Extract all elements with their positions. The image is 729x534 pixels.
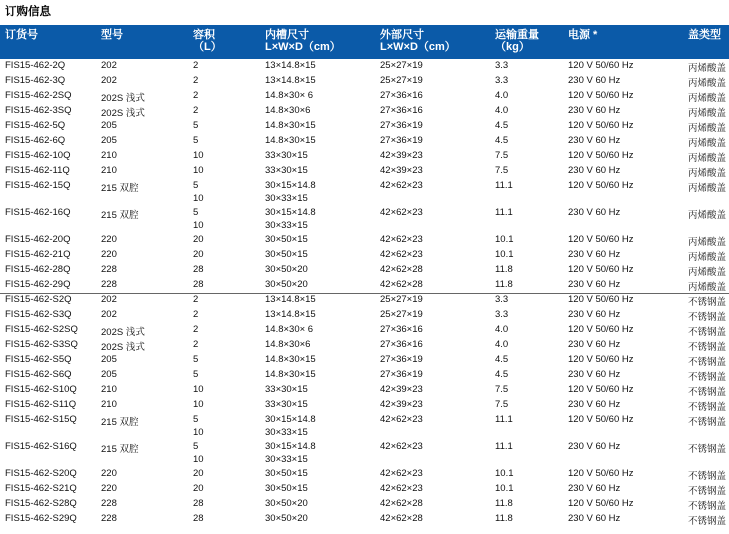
- power-cell: 120 V 50/60 Hz: [568, 234, 634, 245]
- table-row: [0, 309, 729, 324]
- power-cell: 230 V 60 Hz: [568, 207, 621, 218]
- model-cell: 210: [101, 384, 117, 395]
- power-cell: 230 V 60 Hz: [568, 309, 621, 320]
- shipping-weight-cell: 11.1: [495, 207, 513, 218]
- outer-dimensions-cell: 42×62×28: [380, 264, 423, 275]
- capacity-cell: 28: [193, 513, 204, 524]
- shipping-weight-cell: 4.5: [495, 354, 509, 365]
- lid-type-cell: 丙烯酸盖: [688, 108, 727, 119]
- order-number-cell: FIS15-462-S11Q: [5, 399, 77, 410]
- capacity-cell: 20: [193, 483, 204, 494]
- outer-dimensions-cell: 27×36×19: [380, 369, 423, 380]
- order-number-cell: FIS15-462-3Q: [5, 75, 66, 86]
- order-number-cell: FIS15-462-3SQ: [5, 105, 72, 116]
- power-cell: 120 V 50/60 Hz: [568, 264, 634, 275]
- power-cell: 230 V 60 Hz: [568, 513, 621, 524]
- shipping-weight-cell: 11.1: [495, 180, 513, 191]
- lid-type-cell: 不锈钢盖: [688, 486, 727, 497]
- model-cell: 220: [101, 483, 117, 494]
- order-number-cell: FIS15-462-2SQ: [5, 90, 72, 101]
- lid-type-cell: 丙烯酸盖: [688, 252, 727, 263]
- table-row: [0, 498, 729, 513]
- model-cell: 202S 浅式: [101, 93, 145, 104]
- model-cell: 210: [101, 165, 117, 176]
- inner-dimensions-cell: 33×30×15: [265, 384, 308, 395]
- lid-type-cell: 丙烯酸盖: [688, 93, 727, 104]
- outer-dimensions-cell: 27×36×19: [380, 354, 423, 365]
- shipping-weight-cell: 3.3: [495, 60, 509, 71]
- outer-dimensions-cell: 42×62×23: [380, 249, 423, 260]
- power-cell: 120 V 50/60 Hz: [568, 150, 634, 161]
- capacity-cell: 5 10: [193, 414, 204, 438]
- capacity-cell: 2: [193, 294, 199, 305]
- capacity-cell: 5: [193, 369, 199, 380]
- power-cell: 120 V 50/60 Hz: [568, 468, 634, 479]
- lid-type-cell: 不锈钢盖: [688, 357, 727, 368]
- shipping-weight-cell: 3.3: [495, 294, 509, 305]
- lid-type-cell: 不锈钢盖: [688, 444, 727, 455]
- order-number-cell: FIS15-462-S28Q: [5, 498, 77, 509]
- table-row: [0, 264, 729, 279]
- order-number-cell: FIS15-462-11Q: [5, 165, 70, 176]
- table-row: [0, 369, 729, 384]
- order-number-cell: FIS15-462-S29Q: [5, 513, 77, 524]
- inner-dimensions-cell: 14.8×30×6: [265, 105, 311, 116]
- table-row: [0, 75, 729, 90]
- outer-dimensions-cell: 42×62×23: [380, 468, 423, 479]
- table-row: [0, 279, 729, 294]
- capacity-cell: 2: [193, 105, 199, 116]
- shipping-weight-cell: 10.1: [495, 468, 514, 479]
- model-cell: 205: [101, 354, 117, 365]
- table-row: [0, 339, 729, 354]
- lid-type-cell: 丙烯酸盖: [688, 237, 727, 248]
- inner-dimensions-cell: 30×15×14.8 30×33×15: [265, 414, 316, 438]
- outer-dimensions-cell: 27×36×16: [380, 339, 423, 350]
- model-cell: 205: [101, 135, 117, 146]
- inner-dimensions-cell: 30×50×15: [265, 483, 308, 494]
- model-cell: 220: [101, 249, 117, 260]
- inner-dimensions-cell: 30×50×15: [265, 234, 308, 245]
- capacity-cell: 10: [193, 384, 204, 395]
- header-inner-dimensions: 内槽尺寸 L×W×D（cm）: [265, 29, 341, 53]
- capacity-cell: 10: [193, 399, 204, 410]
- order-number-cell: FIS15-462-15Q: [5, 180, 71, 191]
- outer-dimensions-cell: 42×39×23: [380, 399, 423, 410]
- table-row: [0, 105, 729, 120]
- shipping-weight-cell: 11.1: [495, 441, 513, 452]
- power-cell: 230 V 60 Hz: [568, 369, 621, 380]
- order-number-cell: FIS15-462-6Q: [5, 135, 66, 146]
- capacity-cell: 2: [193, 90, 199, 101]
- capacity-cell: 20: [193, 249, 204, 260]
- order-number-cell: FIS15-462-10Q: [5, 150, 71, 161]
- shipping-weight-cell: 11.8: [495, 264, 513, 275]
- outer-dimensions-cell: 42×62×23: [380, 483, 423, 494]
- outer-dimensions-cell: 42×62×23: [380, 234, 423, 245]
- model-cell: 202: [101, 294, 117, 305]
- order-number-cell: FIS15-462-16Q: [5, 207, 71, 218]
- inner-dimensions-cell: 13×14.8×15: [265, 60, 316, 71]
- inner-dimensions-cell: 14.8×30×15: [265, 120, 316, 131]
- outer-dimensions-cell: 25×27×19: [380, 294, 423, 305]
- power-cell: 230 V 60 Hz: [568, 135, 621, 146]
- order-number-cell: FIS15-462-29Q: [5, 279, 71, 290]
- model-cell: 215 双腔: [101, 210, 139, 221]
- table-row: [0, 90, 729, 105]
- lid-type-cell: 丙烯酸盖: [688, 63, 727, 74]
- outer-dimensions-cell: 27×36×19: [380, 135, 423, 146]
- inner-dimensions-cell: 30×50×20: [265, 264, 308, 275]
- capacity-cell: 10: [193, 165, 204, 176]
- model-cell: 228: [101, 264, 117, 275]
- shipping-weight-cell: 4.0: [495, 324, 509, 335]
- power-cell: 120 V 50/60 Hz: [568, 498, 634, 509]
- order-number-cell: FIS15-462-2Q: [5, 60, 66, 71]
- table-row: [0, 135, 729, 150]
- inner-dimensions-cell: 14.8×30×15: [265, 354, 316, 365]
- capacity-cell: 28: [193, 264, 204, 275]
- order-number-cell: FIS15-462-S3SQ: [5, 339, 78, 350]
- header-power: 电源 *: [568, 29, 598, 41]
- capacity-cell: 28: [193, 498, 204, 509]
- outer-dimensions-cell: 27×36×19: [380, 120, 423, 131]
- outer-dimensions-cell: 25×27×19: [380, 60, 423, 71]
- model-cell: 220: [101, 234, 117, 245]
- lid-type-cell: 丙烯酸盖: [688, 282, 727, 293]
- table-row: [0, 60, 729, 75]
- inner-dimensions-cell: 14.8×30×15: [265, 369, 316, 380]
- power-cell: 120 V 50/60 Hz: [568, 60, 634, 71]
- order-number-cell: FIS15-462-21Q: [5, 249, 71, 260]
- inner-dimensions-cell: 14.8×30×15: [265, 135, 316, 146]
- power-cell: 120 V 50/60 Hz: [568, 324, 634, 335]
- power-cell: 120 V 50/60 Hz: [568, 384, 634, 395]
- table-header: [0, 25, 729, 59]
- lid-type-cell: 丙烯酸盖: [688, 168, 727, 179]
- order-number-cell: FIS15-462-S20Q: [5, 468, 77, 479]
- table-row: [0, 165, 729, 180]
- lid-type-cell: 不锈钢盖: [688, 342, 727, 353]
- order-number-cell: FIS15-462-S10Q: [5, 384, 77, 395]
- lid-type-cell: 丙烯酸盖: [688, 183, 727, 194]
- table-row: [0, 513, 729, 528]
- shipping-weight-cell: 3.3: [495, 75, 509, 86]
- shipping-weight-cell: 4.0: [495, 90, 509, 101]
- model-cell: 202: [101, 60, 117, 71]
- lid-type-cell: 不锈钢盖: [688, 417, 727, 428]
- order-number-cell: FIS15-462-S6Q: [5, 369, 72, 380]
- table-row: [0, 354, 729, 369]
- header-model: 型号: [101, 29, 123, 41]
- power-cell: 120 V 50/60 Hz: [568, 354, 634, 365]
- header-shipping-weight: 运输重量 （kg）: [495, 29, 539, 53]
- capacity-cell: 2: [193, 60, 199, 71]
- capacity-cell: 20: [193, 234, 204, 245]
- model-cell: 210: [101, 150, 117, 161]
- shipping-weight-cell: 4.0: [495, 339, 509, 350]
- lid-type-cell: 不锈钢盖: [688, 471, 727, 482]
- lid-type-cell: 丙烯酸盖: [688, 78, 727, 89]
- power-cell: 230 V 60 Hz: [568, 165, 621, 176]
- power-cell: 120 V 50/60 Hz: [568, 414, 634, 425]
- power-cell: 230 V 60 Hz: [568, 339, 621, 350]
- outer-dimensions-cell: 25×27×19: [380, 75, 423, 86]
- table-row: [0, 483, 729, 498]
- capacity-cell: 5: [193, 135, 199, 146]
- model-cell: 205: [101, 120, 117, 131]
- inner-dimensions-cell: 30×15×14.8 30×33×15: [265, 180, 316, 204]
- order-number-cell: FIS15-462-5Q: [5, 120, 66, 131]
- model-cell: 202: [101, 309, 117, 320]
- shipping-weight-cell: 4.5: [495, 120, 509, 131]
- inner-dimensions-cell: 30×50×20: [265, 498, 308, 509]
- power-cell: 230 V 60 Hz: [568, 105, 621, 116]
- inner-dimensions-cell: 14.8×30× 6: [265, 324, 314, 335]
- order-number-cell: FIS15-462-28Q: [5, 264, 71, 275]
- outer-dimensions-cell: 42×62×28: [380, 513, 423, 524]
- shipping-weight-cell: 10.1: [495, 249, 514, 260]
- outer-dimensions-cell: 42×62×23: [380, 414, 423, 425]
- lid-type-cell: 丙烯酸盖: [688, 267, 727, 278]
- table-row: [0, 384, 729, 399]
- outer-dimensions-cell: 42×39×23: [380, 150, 423, 161]
- model-cell: 205: [101, 369, 117, 380]
- model-cell: 220: [101, 468, 117, 479]
- lid-type-cell: 不锈钢盖: [688, 312, 727, 323]
- power-cell: 230 V 60 Hz: [568, 399, 621, 410]
- shipping-weight-cell: 7.5: [495, 165, 509, 176]
- capacity-cell: 2: [193, 324, 199, 335]
- power-cell: 230 V 60 Hz: [568, 249, 621, 260]
- order-number-cell: FIS15-462-S16Q: [5, 441, 77, 452]
- outer-dimensions-cell: 42×62×23: [380, 441, 423, 452]
- lid-type-cell: 丙烯酸盖: [688, 210, 727, 221]
- shipping-weight-cell: 7.5: [495, 399, 509, 410]
- shipping-weight-cell: 11.8: [495, 279, 513, 290]
- capacity-cell: 5 10: [193, 441, 204, 465]
- outer-dimensions-cell: 42×62×28: [380, 279, 423, 290]
- model-cell: 202S 浅式: [101, 327, 145, 338]
- model-cell: 215 双腔: [101, 444, 139, 455]
- model-cell: 202S 浅式: [101, 342, 145, 353]
- order-number-cell: FIS15-462-S2Q: [5, 294, 72, 305]
- header-lid-type: 盖类型: [688, 29, 721, 41]
- outer-dimensions-cell: 42×62×23: [380, 207, 423, 218]
- capacity-cell: 20: [193, 468, 204, 479]
- inner-dimensions-cell: 30×15×14.8 30×33×15: [265, 207, 316, 231]
- power-cell: 120 V 50/60 Hz: [568, 120, 634, 131]
- header-outer-dimensions: 外部尺寸 L×W×D（cm）: [380, 29, 456, 53]
- capacity-cell: 5: [193, 120, 199, 131]
- power-cell: 120 V 50/60 Hz: [568, 90, 634, 101]
- power-cell: 120 V 50/60 Hz: [568, 294, 634, 305]
- table-row: [0, 414, 729, 441]
- model-cell: 210: [101, 399, 117, 410]
- lid-type-cell: 丙烯酸盖: [688, 153, 727, 164]
- lid-type-cell: 丙烯酸盖: [688, 123, 727, 134]
- capacity-cell: 5 10: [193, 180, 204, 204]
- outer-dimensions-cell: 42×39×23: [380, 384, 423, 395]
- shipping-weight-cell: 10.1: [495, 483, 514, 494]
- outer-dimensions-cell: 42×62×28: [380, 498, 423, 509]
- inner-dimensions-cell: 30×15×14.8 30×33×15: [265, 441, 316, 465]
- table-row: [0, 294, 729, 309]
- model-cell: 228: [101, 279, 117, 290]
- order-number-cell: FIS15-462-S3Q: [5, 309, 72, 320]
- header-capacity: 容积 （L）: [193, 29, 222, 53]
- power-cell: 230 V 60 Hz: [568, 279, 621, 290]
- lid-type-cell: 不锈钢盖: [688, 516, 727, 527]
- inner-dimensions-cell: 33×30×15: [265, 399, 308, 410]
- power-cell: 230 V 60 Hz: [568, 483, 621, 494]
- page-title: 订购信息: [5, 6, 51, 18]
- outer-dimensions-cell: 25×27×19: [380, 309, 423, 320]
- table-row: [0, 468, 729, 483]
- outer-dimensions-cell: 27×36×16: [380, 105, 423, 116]
- lid-type-cell: 不锈钢盖: [688, 402, 727, 413]
- table-row: [0, 324, 729, 339]
- shipping-weight-cell: 10.1: [495, 234, 514, 245]
- table-row: [0, 441, 729, 468]
- order-number-cell: FIS15-462-S15Q: [5, 414, 77, 425]
- table-row: [0, 234, 729, 249]
- table-row: [0, 249, 729, 264]
- inner-dimensions-cell: 30×50×20: [265, 279, 308, 290]
- inner-dimensions-cell: 30×50×15: [265, 249, 308, 260]
- shipping-weight-cell: 11.1: [495, 414, 513, 425]
- outer-dimensions-cell: 27×36×16: [380, 90, 423, 101]
- lid-type-cell: 不锈钢盖: [688, 327, 727, 338]
- inner-dimensions-cell: 30×50×20: [265, 513, 308, 524]
- model-cell: 215 双腔: [101, 183, 139, 194]
- order-number-cell: FIS15-462-20Q: [5, 234, 71, 245]
- shipping-weight-cell: 4.5: [495, 369, 509, 380]
- model-cell: 228: [101, 498, 117, 509]
- order-number-cell: FIS15-462-S2SQ: [5, 324, 78, 335]
- capacity-cell: 5 10: [193, 207, 204, 231]
- power-cell: 230 V 60 Hz: [568, 75, 621, 86]
- inner-dimensions-cell: 30×50×15: [265, 468, 308, 479]
- outer-dimensions-cell: 42×39×23: [380, 165, 423, 176]
- header-order-number: 订货号: [5, 29, 38, 41]
- shipping-weight-cell: 4.0: [495, 105, 509, 116]
- inner-dimensions-cell: 33×30×15: [265, 150, 308, 161]
- order-number-cell: FIS15-462-S5Q: [5, 354, 72, 365]
- shipping-weight-cell: 3.3: [495, 309, 509, 320]
- lid-type-cell: 不锈钢盖: [688, 501, 727, 512]
- model-cell: 228: [101, 513, 117, 524]
- order-number-cell: FIS15-462-S21Q: [5, 483, 77, 494]
- capacity-cell: 28: [193, 279, 204, 290]
- inner-dimensions-cell: 13×14.8×15: [265, 309, 316, 320]
- model-cell: 202S 浅式: [101, 108, 145, 119]
- lid-type-cell: 丙烯酸盖: [688, 138, 727, 149]
- inner-dimensions-cell: 14.8×30× 6: [265, 90, 314, 101]
- inner-dimensions-cell: 13×14.8×15: [265, 294, 316, 305]
- outer-dimensions-cell: 42×62×23: [380, 180, 423, 191]
- table-row: [0, 150, 729, 165]
- shipping-weight-cell: 11.8: [495, 498, 513, 509]
- inner-dimensions-cell: 13×14.8×15: [265, 75, 316, 86]
- capacity-cell: 5: [193, 354, 199, 365]
- inner-dimensions-cell: 33×30×15: [265, 165, 308, 176]
- lid-type-cell: 不锈钢盖: [688, 387, 727, 398]
- table-row: [0, 207, 729, 234]
- shipping-weight-cell: 7.5: [495, 384, 509, 395]
- shipping-weight-cell: 4.5: [495, 135, 509, 146]
- inner-dimensions-cell: 14.8×30×6: [265, 339, 311, 350]
- lid-type-cell: 不锈钢盖: [688, 297, 727, 308]
- power-cell: 120 V 50/60 Hz: [568, 180, 634, 191]
- power-cell: 230 V 60 Hz: [568, 441, 621, 452]
- table-row: [0, 120, 729, 135]
- lid-type-cell: 不锈钢盖: [688, 372, 727, 383]
- capacity-cell: 2: [193, 339, 199, 350]
- model-cell: 215 双腔: [101, 417, 139, 428]
- capacity-cell: 10: [193, 150, 204, 161]
- table-row: [0, 180, 729, 207]
- capacity-cell: 2: [193, 309, 199, 320]
- outer-dimensions-cell: 27×36×16: [380, 324, 423, 335]
- table-row: [0, 399, 729, 414]
- capacity-cell: 2: [193, 75, 199, 86]
- shipping-weight-cell: 11.8: [495, 513, 513, 524]
- model-cell: 202: [101, 75, 117, 86]
- shipping-weight-cell: 7.5: [495, 150, 509, 161]
